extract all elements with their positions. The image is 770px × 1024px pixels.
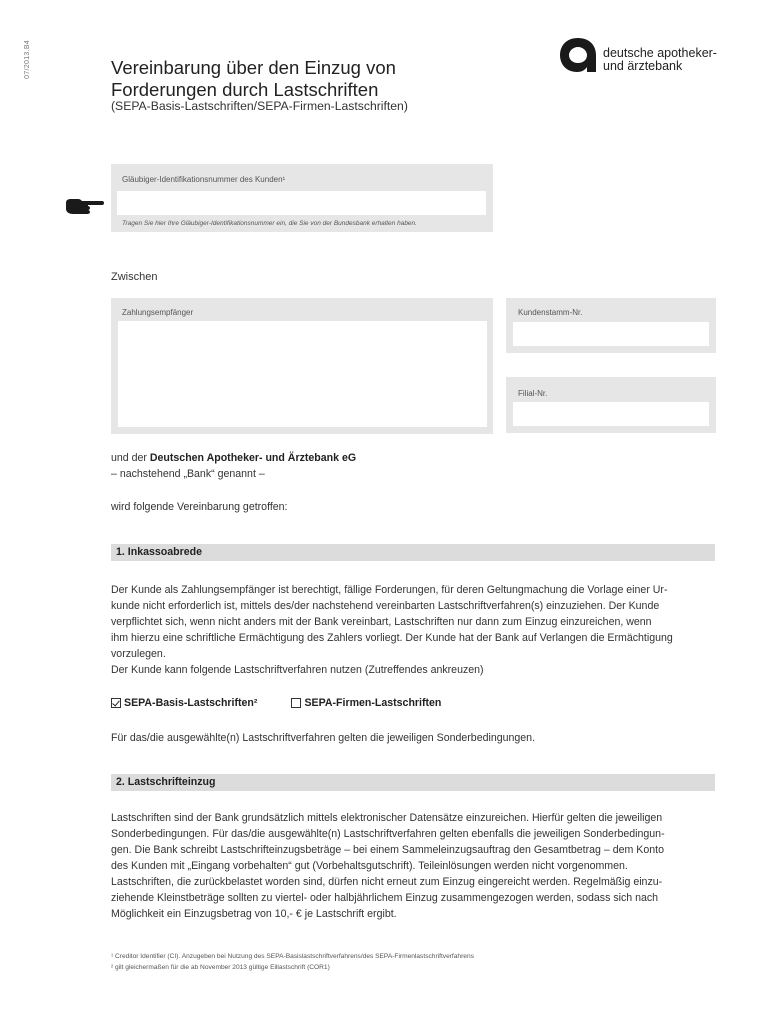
agreement-line: wird folgende Vereinbarung getroffen: — [111, 501, 288, 513]
section-2-heading: 2. Lastschrifteinzug — [116, 776, 216, 788]
branch-number-label: Filial-Nr. — [518, 389, 548, 398]
page-subtitle: (SEPA-Basis-Lastschriften/SEPA-Firmen-Lastschriften) — [111, 99, 408, 113]
section-2-header — [111, 774, 715, 791]
title-line-1: Vereinbarung über den Einzug von — [111, 57, 396, 78]
page-title — [111, 57, 531, 101]
bank-logo — [558, 36, 717, 74]
sepa-firmen-label: SEPA-Firmen-Lastschriften — [304, 697, 442, 709]
section-1-line: Der Kunde kann folgende Lastschriftverfahren nutzen (Zutreffendes ankreuzen) — [111, 664, 484, 676]
logo-line-2: und ärztebank — [603, 58, 683, 73]
section-1-line: kunde nicht erforderlich ist, mittels des/der nachstehend vereinbarten Lastschriftverfahren(s) einzuziehen. Der Kunde — [111, 600, 660, 612]
option-sepa-firmen[interactable] — [291, 697, 441, 709]
sepa-basis-checkbox[interactable] — [111, 698, 121, 708]
customer-number-label: Kundenstamm-Nr. — [518, 308, 583, 317]
section-2-line: Möglichkeit ein Einzugsbetrag von 10,- € je Lastschrift ergibt. — [111, 908, 397, 920]
creditor-id-hint: Tragen Sie hier Ihre Gläubiger-Identifikationsnummer ein, die Sie von der Bundesbank erhalten haben. — [122, 220, 417, 227]
section-2-line: Lastschriften sind der Bank grundsätzlich mittels elektronischer Datensätze einzureichen. Hierfür gelten die jeweiligen — [111, 812, 663, 824]
section-1-line: Der Kunde als Zahlungsempfänger ist berechtigt, fällige Forderungen, für deren Geltungmachung die Vorlage einer Ur- — [111, 584, 668, 596]
procedure-options — [111, 697, 441, 709]
creditor-id-label: Gläubiger-Identifikationsnummer des Kunden¹ — [122, 175, 286, 184]
logo-line-1: deutsche apotheker- — [603, 46, 717, 60]
customer-number-field[interactable] — [513, 322, 709, 346]
section-2-line: gen. Die Bank schreibt Lastschrifteinzugsbeträge – bei einem Sammeleinzugsauftrag den Gesamtbetrag – dem Konto — [111, 844, 664, 856]
section-1-line: verpflichtet sich, wenn nicht anders mit der Bank vereinbart, Lastschriften nur dann zum Einzug einzureichen, wenn — [111, 616, 652, 628]
bank-alias-line: – nachstehend „Bank“ genannt – — [111, 468, 265, 480]
payee-label: Zahlungsempfänger — [122, 308, 194, 317]
zwischen-label: Zwischen — [111, 271, 158, 283]
apobank-logo-icon — [558, 36, 598, 74]
section-2-line: ziehende Kleinstbeträge sollten zu viertel- oder halbjährlichem Einzug zusammengezogen werden, sodass sich nach — [111, 892, 659, 904]
creditor-id-field[interactable] — [117, 191, 486, 215]
title-line-2: Forderungen durch Lastschriften — [111, 79, 379, 100]
logo-wordmark — [603, 47, 717, 72]
section-2-line: des Kunden mit „Eingang vorbehalten“ gut (Vorbehaltsgutschrift). Teileinlösungen werden nicht vorgenommen. — [111, 860, 628, 872]
bank-name-prefix: und der — [111, 452, 150, 464]
pointing-hand-icon — [64, 197, 104, 215]
section-1-line: vorzulegen. — [111, 648, 166, 660]
section-1-line: ihm hierzu eine schriftliche Ermächtigung des Zahlers vorliegt. Der Kunde hat der Bank auf Verlangen die Ermächtigung — [111, 632, 673, 644]
sepa-basis-label: SEPA-Basis-Lastschriften² — [124, 697, 258, 709]
footnote-1: ¹ Creditor Identifier (CI). Anzugeben bei Nutzung des SEPA-Basislastschriftverfahrens/des SEPA-Firmenlastschriftverfahrens — [111, 953, 474, 960]
section-2-body — [111, 810, 715, 922]
section-1-header — [111, 544, 715, 561]
branch-number-field[interactable] — [513, 402, 709, 426]
footnote-2: ² gilt gleichermaßen für die ab November 2013 gültige Eillastschrift (COR1) — [111, 964, 330, 971]
bank-name: Deutschen Apotheker- und Ärztebank eG — [149, 452, 357, 464]
section-1-body — [111, 582, 715, 678]
form-code: 07/2013.B4 — [24, 40, 31, 79]
sepa-firmen-checkbox[interactable] — [291, 698, 301, 708]
option-sepa-basis[interactable] — [111, 697, 257, 709]
section-2-line: Lastschriften, die zurückbelastet worden sind, dürfen nicht erneut zum Einzug eingereicht werden. Regelmäßig einzu- — [111, 876, 663, 888]
bank-name-line — [111, 451, 356, 467]
payee-field[interactable] — [118, 321, 487, 427]
section-1-closing: Für das/die ausgewählte(n) Lastschriftverfahren gelten die jeweiligen Sonderbedingungen. — [111, 732, 536, 744]
section-1-heading: 1. Inkassoabrede — [116, 546, 202, 558]
section-2-line: Sonderbedingungen. Für das/die ausgewählte(n) Lastschriftverfahren gelten ebenfalls die jeweiligen Sonderbedingun- — [111, 828, 665, 840]
